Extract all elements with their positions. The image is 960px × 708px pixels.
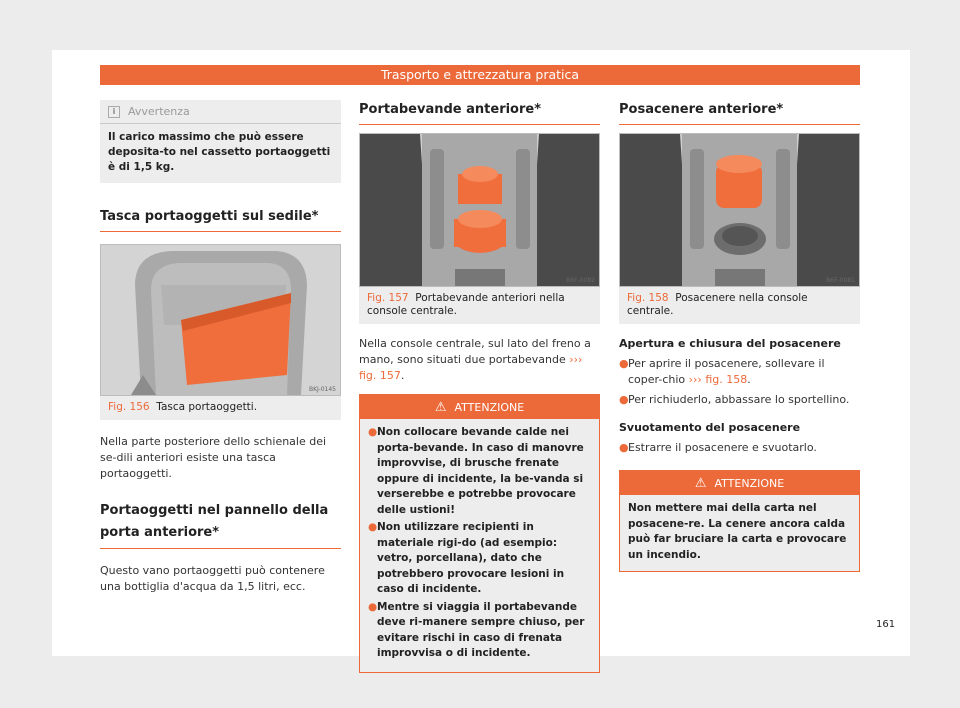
- warning-item-text: Non collocare bevande calde nei porta-bevande. In caso di manovre improvvise, di brusche frenate oppure di incidente, la be-vanda si verserebbe e potrebbe provocare delle ustioni!: [377, 426, 584, 516]
- figure-label: Fig. 156: [108, 401, 150, 413]
- figure-link[interactable]: ››› fig. 158: [688, 373, 748, 386]
- warning-title: ATTENZIONE: [454, 400, 525, 414]
- warning-title: ATTENZIONE: [714, 476, 785, 490]
- cup-holder-text-body: Nella console centrale, sul lato del freno a mano, sono situati due portabevande: [359, 337, 591, 366]
- caption-text: Portabevande anteriori nella console centrale.: [367, 292, 565, 317]
- caption-text: Posacenere nella console centrale.: [627, 292, 808, 317]
- figure-code: B6F-0082: [566, 277, 595, 284]
- warning-body: Non mettere mai della carta nel posacene-re. La cenere ancora calda può far bruciare la carta e provocare un incendio.: [620, 495, 859, 571]
- section-title-door-compartment: [100, 500, 341, 549]
- bullet-dot: ●: [368, 521, 378, 533]
- figure-code: BKJ-0145: [308, 386, 336, 393]
- bullet-text-body: Per aprire il posacenere, sollevare il coper-chio: [628, 357, 825, 386]
- info-icon: i: [108, 106, 120, 118]
- bullet-item: [619, 440, 860, 456]
- warning-item: [368, 425, 591, 518]
- bullet-dot: ●: [619, 441, 629, 454]
- figure-156: [100, 244, 341, 396]
- figure-link[interactable]: ››› fig. 157: [359, 353, 583, 382]
- bullet-dot: ●: [619, 393, 629, 406]
- title-line-1: Portaoggetti nel pannello della: [100, 503, 329, 518]
- figure-158: [619, 133, 860, 287]
- seat-pocket-illustration: [101, 245, 340, 395]
- bullet-text: Per aprire il posacenere, sollevare il coper-chio ››› fig. 158.: [628, 357, 825, 386]
- note-header: [100, 100, 341, 124]
- warning-header: [360, 395, 599, 419]
- note-text: Il carico massimo che può essere deposita-to nel cassetto portaoggetti è di 1,5 kg.: [108, 131, 331, 173]
- figure-156-caption: [100, 396, 341, 420]
- figure-157: [359, 133, 600, 287]
- bullet-dot: ●: [368, 600, 378, 613]
- column-middle: [359, 100, 600, 673]
- warning-box: [359, 394, 600, 673]
- running-header: Trasporto e attrezzatura pratica: [100, 65, 860, 85]
- seat-pocket-text: Nella parte posteriore dello schienale dei se-dili anteriori esiste una tasca portaoggetti.: [100, 435, 327, 480]
- warning-triangle-icon: ⚠: [694, 475, 707, 491]
- column-left: [100, 100, 341, 595]
- section-title-ashtray: Posacenere anteriore*: [619, 100, 860, 125]
- figure-157-caption: [359, 287, 600, 324]
- figure-label: Fig. 157: [367, 292, 409, 304]
- bullet-text: Per richiuderlo, abbassare lo sportellino.: [628, 393, 850, 406]
- warning-body: [360, 419, 599, 672]
- bullet-item: [619, 356, 860, 388]
- subheading-open-close: Apertura e chiusura del posacenere: [619, 337, 841, 350]
- warning-item: [368, 520, 591, 598]
- bullet-dot: ●: [619, 357, 629, 370]
- title-line-2: porta anteriore*: [100, 525, 220, 540]
- figure-label: Fig. 158: [627, 292, 669, 304]
- ashtray-illustration: [620, 134, 859, 286]
- section-title-seat-pocket: Tasca portaoggetti sul sedile*: [100, 207, 341, 232]
- warning-header: [620, 471, 859, 495]
- figure-code: B6F-0081: [826, 277, 855, 284]
- subheading-emptying: Svuotamento del posacenere: [619, 421, 801, 434]
- note-box: [100, 100, 341, 183]
- warning-triangle-icon: ⚠: [434, 399, 447, 415]
- cup-holder-illustration: [360, 134, 599, 286]
- warning-item-text: Mentre si viaggia il portabevande deve ri-manere sempre chiuso, per evitare rischi in caso di frenata improvvisa o di incidente.: [377, 600, 585, 659]
- bullet-dot: ●: [368, 426, 378, 438]
- cup-holder-text: Nella console centrale, sul lato del freno a mano, sono situati due portabevande ››› fig. 157.: [359, 337, 591, 382]
- door-compartment-text: Questo vano portaoggetti può contenere una bottiglia d'acqua da 1,5 litri, ecc.: [100, 564, 325, 593]
- section-title-cup-holder: Portabevande anteriore*: [359, 100, 600, 125]
- caption-text: Tasca portaoggetti.: [156, 401, 258, 413]
- page-number: 161: [876, 619, 896, 630]
- warning-item-text: Non utilizzare recipienti in materiale rigi-do (ad esempio: vetro, porcellana), dato che potrebbero provocare lesioni in caso di incidente.: [377, 521, 565, 595]
- figure-158-caption: [619, 287, 860, 324]
- warning-item: [368, 600, 591, 662]
- bullet-text: Estrarre il posacenere e svuotarlo.: [628, 441, 817, 454]
- note-title: Avvertenza: [128, 105, 190, 118]
- column-right: [619, 100, 860, 572]
- warning-box: [619, 470, 860, 572]
- bullet-item: [619, 392, 860, 408]
